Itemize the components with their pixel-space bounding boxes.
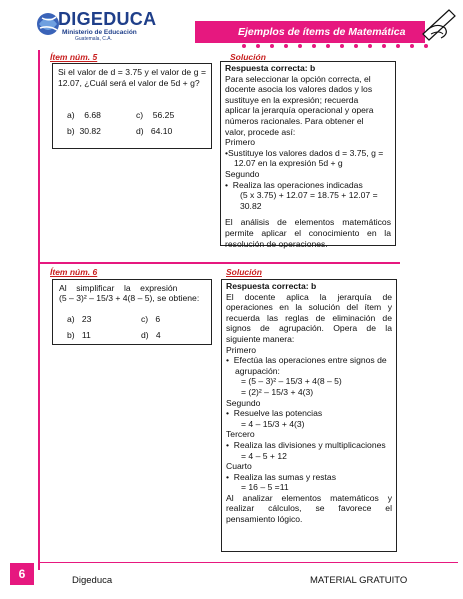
item-6-bullet: • Realiza las sumas y restas bbox=[226, 471, 337, 482]
footer-free-material: MATERIAL GRATUITO bbox=[310, 575, 408, 586]
item-6-intro: El docente aplica la jerarquía de operaciones en la solución del ítem y recuerda las reglas de eliminación de signos de agrupación. Opera de la siguiente manera: bbox=[226, 291, 392, 344]
item-5-bullet: • Realiza las operaciones indicadas bbox=[225, 179, 363, 190]
item-6-step: = (2)² – 15/3 + 4(3) bbox=[241, 386, 314, 397]
item-5-line: Para seleccionar la opción correcta, el bbox=[225, 73, 371, 84]
item-6-step: = (5 – 3)² – 15/3 + 4(8 – 5) bbox=[241, 376, 342, 387]
item-6-conclusion: Al analizar elementos matemáticos y realizar cálculos, se favorece el pensamiento lógico. bbox=[226, 492, 392, 525]
footer-publisher: Digeduca bbox=[72, 575, 113, 586]
item-5-line: Primero bbox=[225, 137, 256, 148]
item-5-line: docente asocia los valores dados y los bbox=[225, 84, 373, 95]
section-divider bbox=[40, 262, 400, 264]
item-5-calc: (5 x 3.75) + 12.07 = 18.75 + 12.07 = bbox=[240, 190, 378, 201]
item-6-solution-box bbox=[221, 279, 397, 552]
item-5-line: valor, procede así: bbox=[225, 126, 296, 137]
item-5-conclusion: El análisis de elementos matemáticos permite aplicar el conocimiento en la resolución de operaciones. bbox=[225, 217, 391, 249]
item-5-label: Ítem núm. 5 bbox=[50, 52, 98, 62]
item-5-line: sustituye en la expresión; recuerda bbox=[225, 94, 359, 105]
item-6-step: = 4 – 5 + 12 bbox=[241, 450, 287, 461]
item-6-bullet: • Resuelve las potencias bbox=[226, 408, 323, 419]
item-6-option-a: a) 23 bbox=[67, 314, 92, 324]
item-5-solution-label: Solución bbox=[230, 52, 266, 62]
item-6-cuarto: Cuarto bbox=[226, 461, 252, 472]
footer-line bbox=[38, 562, 458, 563]
item-5-calc-result: 30.82 bbox=[240, 200, 262, 211]
item-6-primero: Primero bbox=[226, 344, 257, 355]
item-6-question-line-1: Al simplificar la expresión bbox=[59, 283, 178, 293]
item-5-question: Si el valor de d = 3.75 y el valor de g = 12.07, ¿Cuál será el valor de 5d + g? bbox=[58, 67, 206, 88]
item-5-line: aplicar la jerarquía operacional y opera bbox=[225, 105, 374, 116]
item-6-bullet: • Realiza las divisiones y multiplicaciones bbox=[226, 439, 386, 450]
item-6-option-c: c) 6 bbox=[141, 314, 161, 324]
logo-country: Guatemala, C.A. bbox=[75, 36, 112, 42]
item-6-option-b: b) 11 bbox=[67, 330, 91, 340]
logo-ministry: Ministerio de Educación bbox=[62, 29, 137, 36]
item-5-option-b: b) 30.82 bbox=[67, 126, 101, 136]
item-6-option-d: d) 4 bbox=[141, 330, 161, 340]
item-5-question-box bbox=[52, 63, 212, 149]
header-title: Ejemplos de ítems de Matemática bbox=[238, 26, 406, 38]
item-5-solution-box bbox=[220, 61, 396, 249]
item-5-option-d: d) 64.10 bbox=[136, 126, 173, 136]
left-margin-line bbox=[38, 50, 40, 570]
item-5-option-a: a) 6.68 bbox=[67, 110, 101, 120]
item-6-step: = 16 – 5 =11 bbox=[241, 482, 289, 493]
item-6-solution-label: Solución bbox=[226, 267, 262, 277]
item-6-tercero: Tercero bbox=[226, 429, 255, 440]
item-6-question-line-2: (5 – 3)² – 15/3 + 4(8 – 5), se obtiene: bbox=[59, 293, 200, 303]
writing-hand-icon bbox=[419, 4, 459, 44]
item-5-bullet: •Sustituye los valores dados d = 3.75, g = 12.07 en la expresión 5d + g bbox=[225, 147, 384, 169]
item-6-question-box bbox=[52, 279, 212, 345]
item-5-segundo: Segundo bbox=[225, 168, 260, 179]
item-5-option-c: c) 56.25 bbox=[136, 110, 175, 120]
item-6-answer: Respuesta correcta: b bbox=[226, 281, 317, 291]
logo-wordmark: DIGEDUCA bbox=[58, 9, 157, 29]
item-6-bullet: • Efectúa las operaciones entre signos de agrupación: bbox=[226, 355, 387, 376]
item-6-label: Ítem núm. 6 bbox=[50, 267, 98, 277]
item-6-step: = 4 – 15/3 + 4(3) bbox=[241, 418, 305, 429]
item-5-line: números racionales. Para obtener el bbox=[225, 115, 364, 126]
page-number: 6 bbox=[10, 563, 34, 585]
item-6-segundo: Segundo bbox=[226, 397, 261, 408]
item-5-answer: Respuesta correcta: b bbox=[225, 63, 316, 73]
